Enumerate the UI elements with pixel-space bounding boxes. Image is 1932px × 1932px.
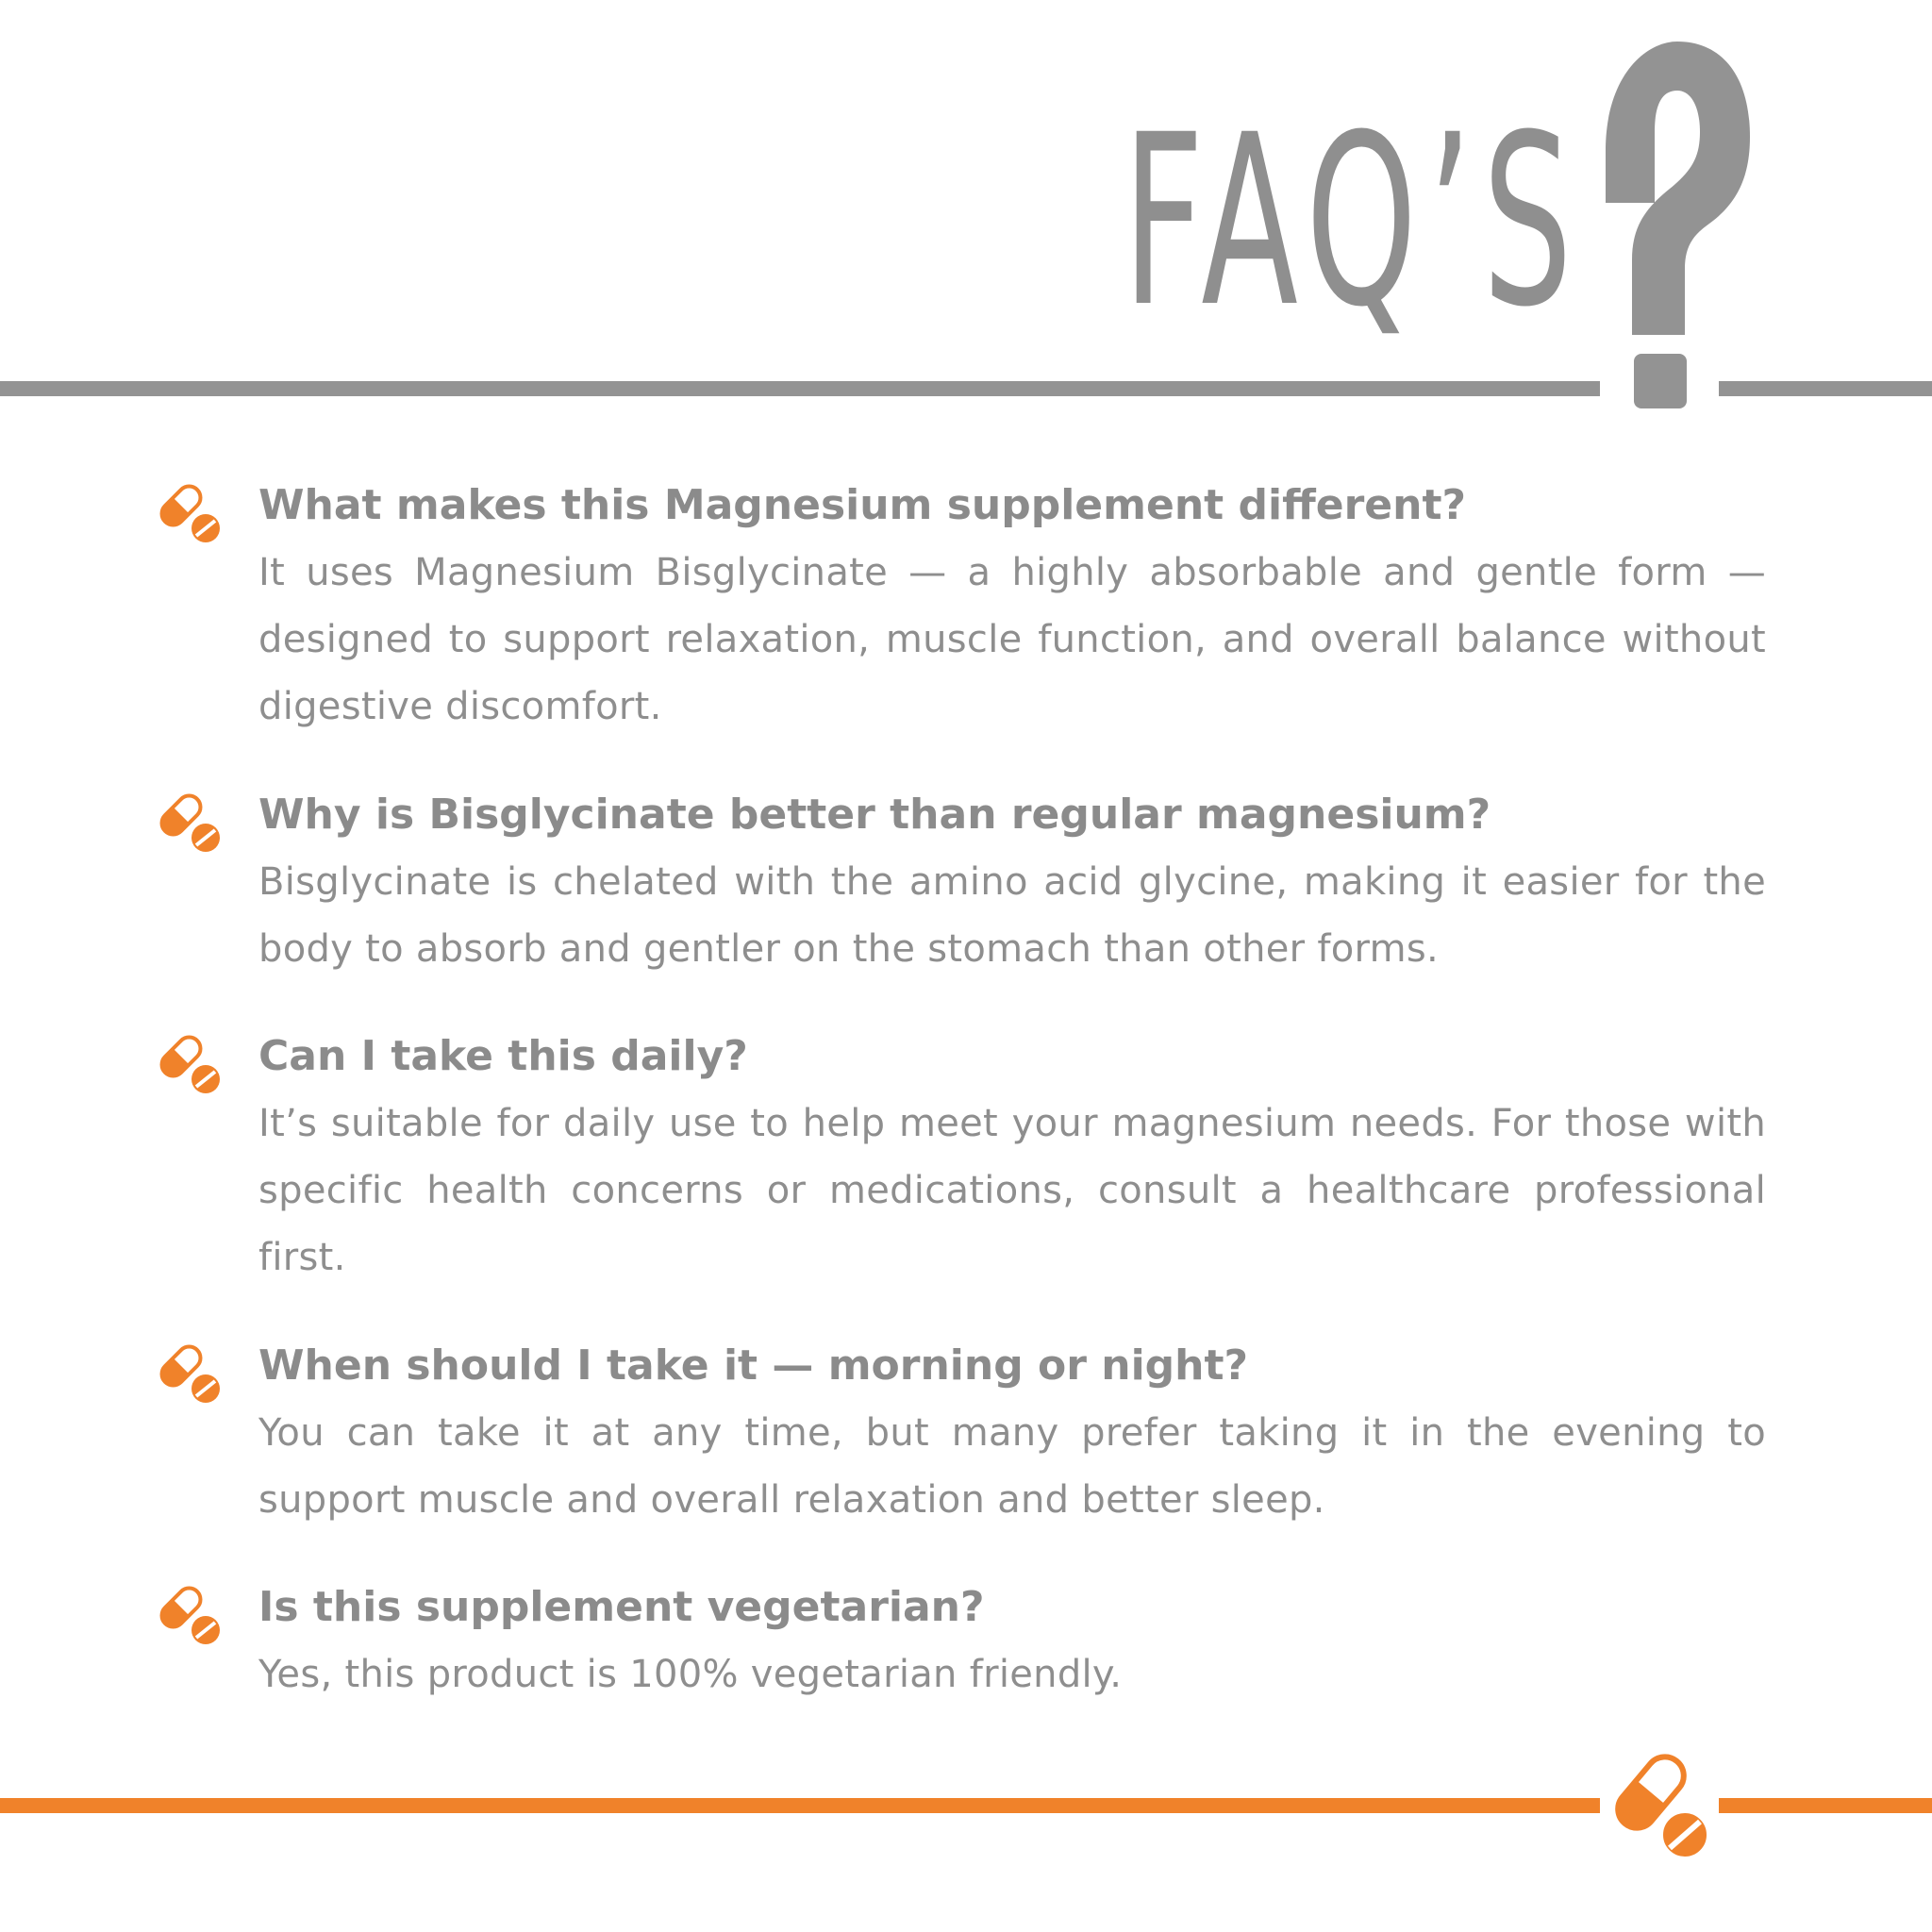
pill-capsule-icon [158,1341,223,1406]
pill-capsule-icon [158,1032,223,1096]
page-title: FAQ’S [1123,84,1583,358]
pill-capsule-icon [1604,1750,1717,1863]
faq-question: Is this supplement vegetarian? [258,1583,985,1631]
pill-capsule-icon [158,1583,223,1647]
top-divider-right [1719,381,1932,396]
faq-answer: Yes, this product is 100% vegetarian friendly. [258,1653,1123,1696]
faq-answer: It uses Magnesium Bisglycinate — a highly absorbable and gentle form — designed to support relaxation, muscle function, and overall balance without digestive discomfort. [258,551,1766,728]
faq-question: Why is Bisglycinate better than regular magnesium? [258,791,1491,839]
question-mark-icon [1594,38,1755,410]
top-divider-left [0,381,1600,396]
faq-answer: You can take it at any time, but many prefer taking it in the evening to support muscle and overall relaxation and better sleep. [258,1411,1766,1522]
bottom-divider-right [1719,1798,1932,1813]
faq-question: Can I take this daily? [258,1032,748,1080]
pill-capsule-icon [158,791,223,855]
faq-question: When should I take it — morning or night? [258,1341,1249,1390]
faq-answer: Bisglycinate is chelated with the amino acid glycine, making it easier for the body to absorb and gentler on the stomach than other forms. [258,860,1766,971]
pill-capsule-icon [158,481,223,545]
faq-answer: It’s suitable for daily use to help meet your magnesium needs. For those with specific health concerns or medications, consult a healthcare professional first. [258,1102,1766,1279]
bottom-divider-left [0,1798,1600,1813]
faq-question: What makes this Magnesium supplement different? [258,481,1466,529]
